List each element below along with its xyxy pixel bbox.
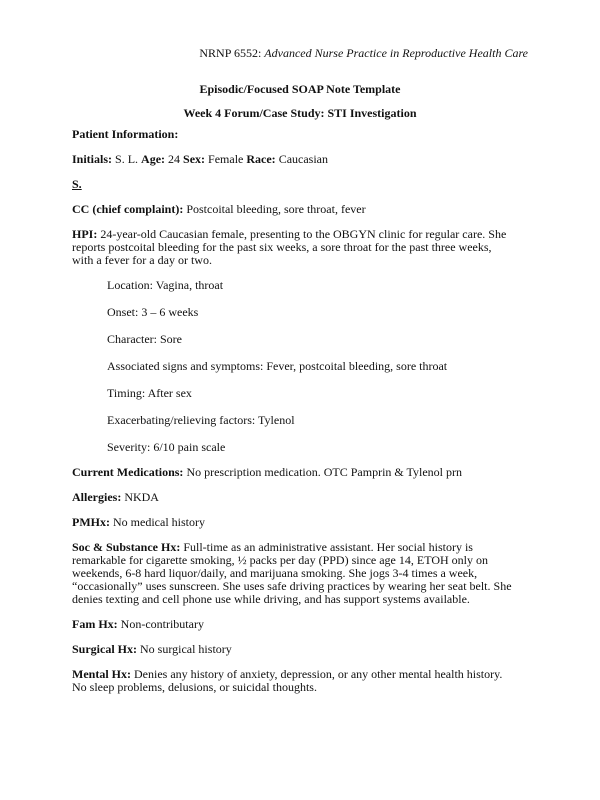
- soap-note-body: [72, 128, 512, 706]
- allergies: [72, 491, 512, 504]
- patient-demographics: [72, 153, 512, 166]
- cc-label: CC (chief complaint):: [72, 202, 184, 216]
- hpi-details-list: [107, 279, 512, 454]
- age-value: 24: [165, 152, 184, 166]
- initials-value: S. L.: [112, 152, 142, 166]
- surgical-history: [72, 643, 512, 656]
- chief-complaint: [72, 203, 512, 216]
- surgical-hx-label: Surgical Hx:: [72, 642, 137, 656]
- current-medications: [72, 466, 512, 479]
- hpi-character: Character: Sore: [107, 332, 182, 346]
- social-substance-history: [72, 541, 512, 606]
- hpi-paragraph: [72, 228, 512, 267]
- subjective-heading: S.: [72, 177, 82, 191]
- hpi-timing: Timing: After sex: [107, 386, 192, 400]
- mental-history: [72, 668, 512, 694]
- pmhx-value: No medical history: [110, 515, 205, 529]
- pmhx: [72, 516, 512, 529]
- pmhx-label: PMHx:: [72, 515, 110, 529]
- hpi-severity: Severity: 6/10 pain scale: [107, 440, 226, 454]
- hpi-exacerbating-factors: Exacerbating/relieving factors: Tylenol: [107, 413, 295, 427]
- hpi-onset: Onset: 3 – 6 weeks: [107, 305, 199, 319]
- document-subtitle: Week 4 Forum/Case Study: STI Investigation: [183, 106, 417, 120]
- medications-value: No prescription medication. OTC Pamprin & Tylenol prn: [183, 465, 462, 479]
- sex-value: Female: [205, 152, 247, 166]
- hpi-associated-symptoms: Associated signs and symptoms: Fever, postcoital bleeding, sore throat: [107, 359, 448, 373]
- course-title: Advanced Nurse Practice in Reproductive Health Care: [264, 46, 528, 60]
- medications-label: Current Medications:: [72, 465, 184, 479]
- course-header: [199, 46, 528, 60]
- hpi-label: HPI:: [72, 227, 98, 241]
- soc-hx-value: Full-time as an administrative assistant. Her social history is remarkable for cigarette smoking, ½ packs per day (PPD) since age 14, ETOH only on weekends, 6-8 hard liquor/daily, and marijuana smoking. She jogs 3-4 times a week, “occasionally” uses sunscreen. She uses safe driving practices by wearing her seat belt. She denies texting and cell phone use while driving, and has support systems available.: [72, 540, 512, 606]
- course-code: NRNP 6552:: [199, 46, 265, 60]
- soc-hx-label: Soc & Substance Hx:: [72, 540, 181, 554]
- family-history: [72, 618, 512, 631]
- hpi-location: Location: Vagina, throat: [107, 278, 224, 292]
- hpi-value: 24-year-old Caucasian female, presenting to the OBGYN clinic for regular care. She reports postcoital bleeding for the past six weeks, a sore throat for the past three weeks, with a fever for a day or two.: [72, 227, 507, 267]
- document-titles: [0, 82, 600, 120]
- age-label: Age:: [141, 152, 166, 166]
- sex-label: Sex:: [183, 152, 206, 166]
- initials-label: Initials:: [72, 152, 113, 166]
- race-value: Caucasian: [275, 152, 328, 166]
- allergies-value: NKDA: [121, 490, 159, 504]
- surgical-hx-value: No surgical history: [137, 642, 232, 656]
- fam-hx-label: Fam Hx:: [72, 617, 118, 631]
- race-label: Race:: [246, 152, 276, 166]
- mental-hx-value: Denies any history of anxiety, depression, or any other mental health history. No sleep problems, delusions, or suicidal thoughts.: [72, 667, 503, 694]
- mental-hx-label: Mental Hx:: [72, 667, 131, 681]
- allergies-label: Allergies:: [72, 490, 122, 504]
- patient-info-heading: Patient Information:: [72, 127, 179, 141]
- fam-hx-value: Non-contributary: [117, 617, 204, 631]
- cc-value: Postcoital bleeding, sore throat, fever: [183, 202, 366, 216]
- document-title: Episodic/Focused SOAP Note Template: [199, 82, 401, 96]
